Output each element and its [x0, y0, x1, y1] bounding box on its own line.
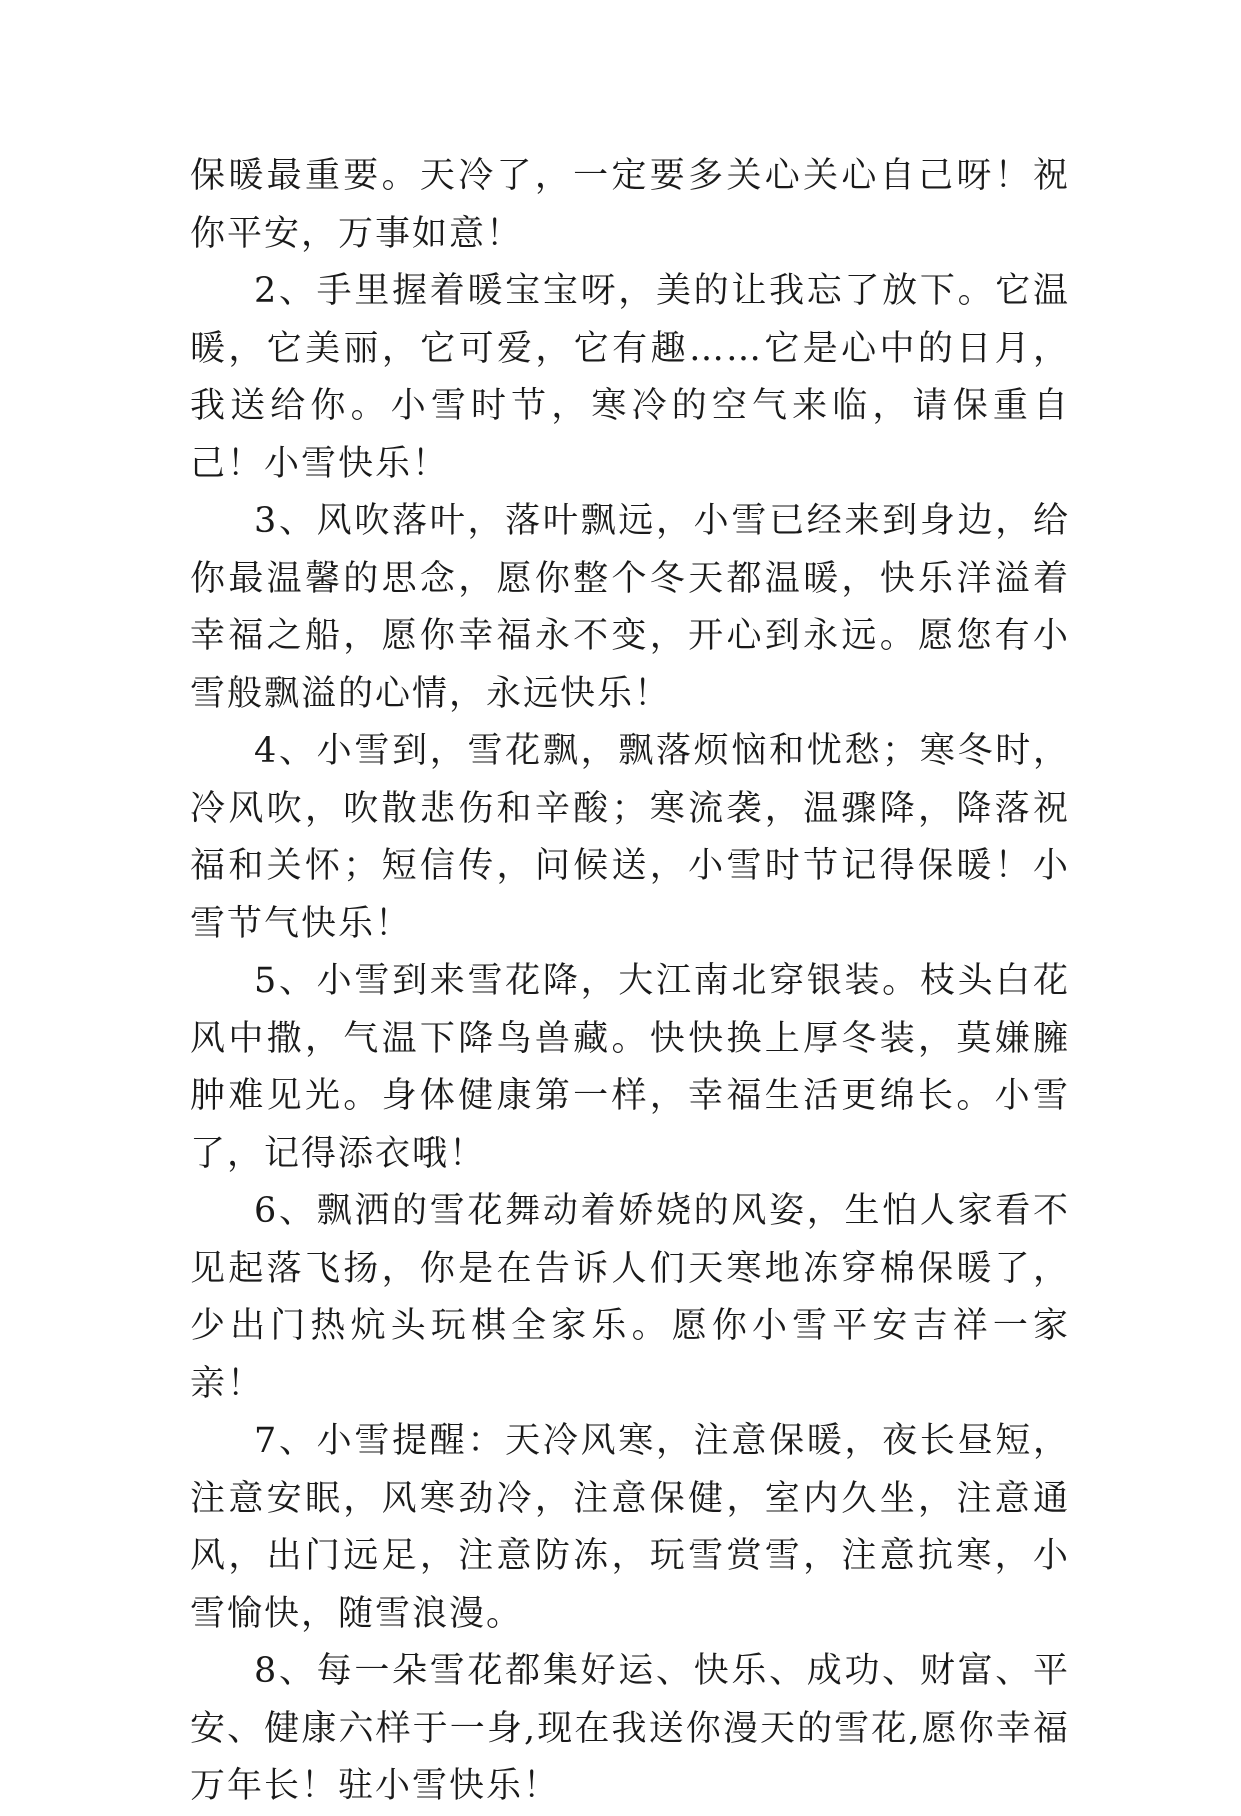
document-body [190, 148, 1070, 1816]
paragraph-6: 6、飘洒的雪花舞动着娇娆的风姿，生怕人家看不见起落飞扬，你是在告诉人们天寒地冻穿棉保暖了，少出门热炕头玩棋全家乐。愿你小雪平安吉祥一家亲！ [190, 1191, 1070, 1404]
paragraph-2: 2、手里握着暖宝宝呀，美的让我忘了放下。它温暖，它美丽，它可爱，它有趣……它是心中的日月，我送给你。小雪时节，寒冷的空气来临，请保重自己！小雪快乐！ [190, 271, 1070, 484]
paragraph-3: 3、风吹落叶，落叶飘远，小雪已经来到身边，给你最温馨的思念，愿你整个冬天都温暖，快乐洋溢着幸福之船，愿你幸福永不变，开心到永远。愿您有小雪般飘溢的心情，永远快乐！ [190, 501, 1070, 714]
paragraph-8: 8、每一朵雪花都集好运、快乐、成功、财富、平安、健康六样于一身,现在我送你漫天的雪花,愿你幸福万年长！驻小雪快乐！ [190, 1651, 1070, 1806]
paragraph-7: 7、小雪提醒：天冷风寒，注意保暖，夜长昼短，注意安眠，风寒劲冷，注意保健，室内久坐，注意通风，出门远足，注意防冻，玩雪赏雪，注意抗寒，小雪愉快，随雪浪漫。 [190, 1421, 1070, 1634]
paragraph-1: 保暖最重要。天冷了，一定要多关心关心自己呀！祝你平安，万事如意！ [190, 156, 1070, 254]
paragraph-4: 4、小雪到，雪花飘，飘落烦恼和忧愁；寒冬时，冷风吹，吹散悲伤和辛酸；寒流袭，温骤降，降落祝福和关怀；短信传，问候送，小雪时节记得保暖！小雪节气快乐！ [190, 731, 1070, 944]
paragraph-5: 5、小雪到来雪花降，大江南北穿银装。枝头白花风中撒，气温下降鸟兽藏。快快换上厚冬装，莫嫌臃肿难见光。身体健康第一样，幸福生活更绵长。小雪了，记得添衣哦！ [190, 961, 1070, 1174]
